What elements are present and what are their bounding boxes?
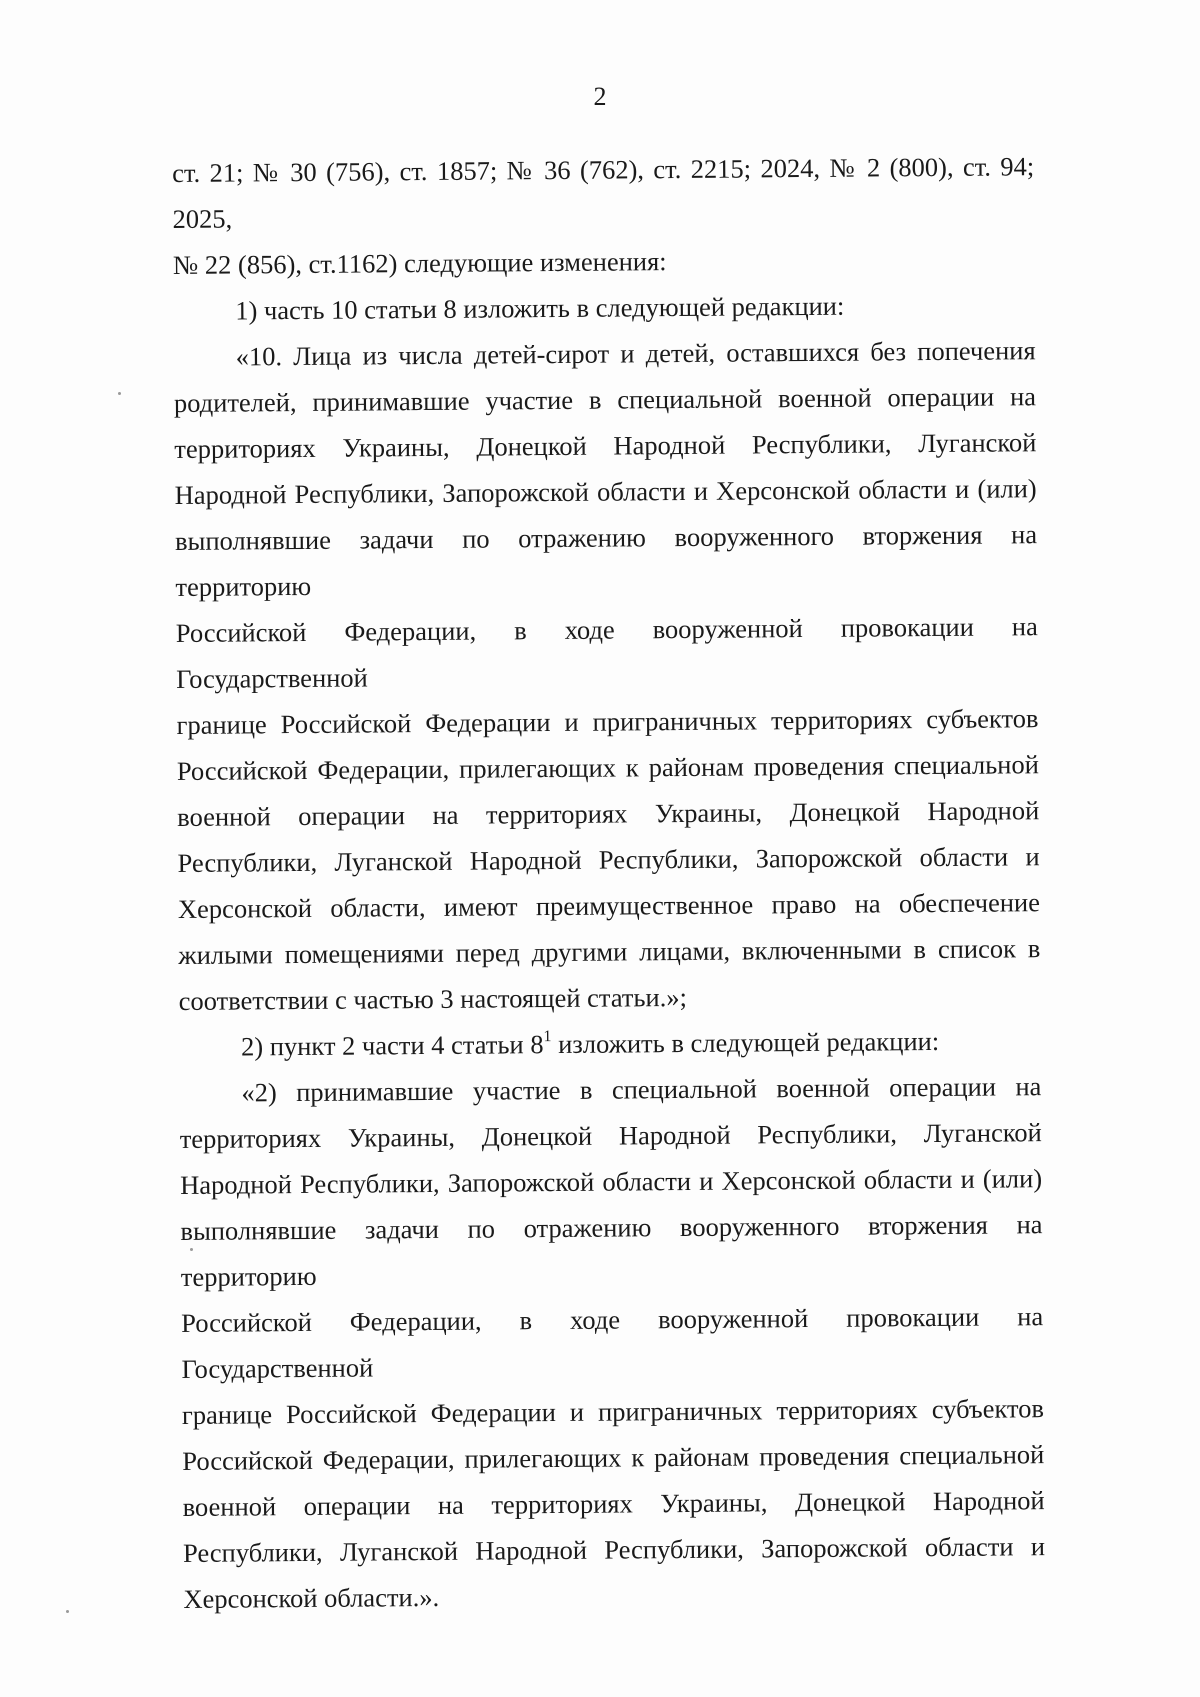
text-line: Херсонской области.».: [183, 1581, 440, 1614]
scan-speck: [66, 1610, 69, 1613]
scan-speck: [190, 1248, 193, 1251]
text-line: Херсонской области, имеют преимущественное право на обеспечение: [177, 887, 1041, 924]
paragraph-item-1: 1) часть 10 статьи 8 изложить в следующей редакции:: [235, 290, 845, 326]
text-line: Республики, Луганской Народной Республики, Запорожской области и: [182, 1531, 1046, 1568]
quoted-paragraph-start: «10. Лица из числа детей-сирот и детей, оставшихся без попечения: [235, 335, 1036, 372]
item-2-tail: изложить в следующей редакции:: [551, 1026, 940, 1060]
scan-speck: [118, 392, 121, 395]
text-line: границе Российской Федерации и приграничных территориях субъектов: [176, 703, 1039, 740]
text-line: Российской Федерации, в ходе вооруженной провокации на Государственной: [181, 1301, 1044, 1384]
text-line: выполнявшие задачи по отражению вооруженного вторжения на территорию: [180, 1209, 1043, 1292]
text-line: жилыми помещениями перед другими лицами, включенными в список в: [178, 933, 1041, 970]
text-line: ст. 21; № 30 (756), ст. 1857; № 36 (762), ст. 2215; 2024, № 2 (800), ст. 94; 2025,: [172, 151, 1035, 234]
text-line: родителей, принимавшие участие в специальной военной операции на: [173, 381, 1037, 418]
item-2-lead: 2) пункт 2 части 4 статьи 8: [240, 1029, 544, 1062]
text-line: Республики, Луганской Народной Республики, Запорожской области и: [177, 841, 1040, 878]
text-line: территориях Украины, Донецкой Народной Республики, Луганской: [179, 1117, 1042, 1154]
text-line: Российской Федерации, прилегающих к районам проведения специальной: [176, 749, 1039, 786]
text-line: Российской Федерации, прилегающих к районам проведения специальной: [182, 1439, 1045, 1476]
document-body: [172, 143, 1046, 1622]
text-line: № 22 (856), ст.1162) следующие изменения:: [172, 246, 667, 280]
text-line: территориях Украины, Донецкой Народной Республики, Луганской: [174, 427, 1037, 464]
text-line: выполнявшие задачи по отражению вооруженного вторжения на территорию: [174, 519, 1038, 602]
text-line: военной операции на территориях Украины, Донецкой Народной: [182, 1485, 1045, 1522]
page-number: 2: [593, 82, 607, 111]
text-line: соответствии с частью 3 настоящей статьи.»;: [178, 981, 688, 1016]
superscript-index: 1: [543, 1028, 552, 1046]
paragraph-item-2: [179, 1017, 1041, 1070]
text-line: Народной Республики, Запорожской области и Херсонской области и (или): [180, 1163, 1043, 1200]
text-line: границе Российской Федерации и приграничных территориях субъектов: [181, 1393, 1045, 1430]
quoted-paragraph-start: «2) принимавшие участие в специальной военной операции на: [241, 1071, 1042, 1108]
text-line: военной операции на территориях Украины, Донецкой Народной: [177, 795, 1040, 832]
text-line: Народной Республики, Запорожской области и Херсонской области и (или): [174, 473, 1037, 510]
text-line: Российской Федерации, в ходе вооруженной провокации на Государственной: [175, 611, 1038, 694]
